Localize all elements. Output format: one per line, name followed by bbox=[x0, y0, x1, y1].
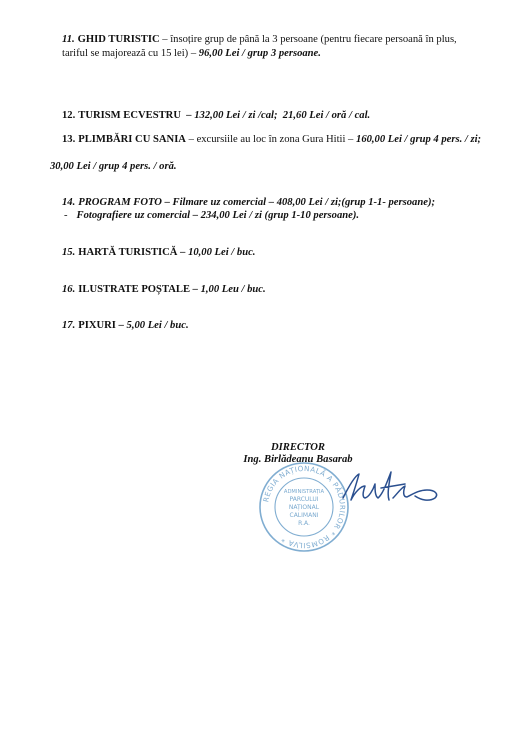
item-price: – 10,00 Lei / buc. bbox=[177, 247, 256, 258]
item-13 bbox=[62, 133, 482, 147]
item-11 bbox=[62, 33, 482, 61]
director-name: Ing. Birlădeanu Basarab bbox=[243, 454, 353, 465]
handwritten-signature bbox=[335, 464, 445, 512]
item-title: PLIMBĂRI CU SANIA bbox=[78, 134, 186, 145]
item-title: PROGRAM FOTO bbox=[78, 197, 162, 208]
item-title: PIXURI bbox=[78, 320, 116, 331]
item-price: 160,00 Lei / grup 4 pers. / zi; bbox=[356, 134, 482, 145]
stamp-center-line: ADMINISTRAȚIA bbox=[283, 489, 325, 495]
item-number: 14. bbox=[62, 197, 76, 208]
item-title: TURISM ECVESTRU bbox=[78, 110, 181, 121]
item-title: GHID TURISTIC bbox=[77, 34, 160, 45]
list-dash: - bbox=[64, 210, 68, 221]
item-price: 96,00 Lei / grup 3 persoane. bbox=[198, 48, 321, 59]
item-subitem-filmare: – Filmare uz comercial – 408,00 Lei / zi;(grup 1-1- persoane); bbox=[161, 197, 436, 208]
item-number: 11. bbox=[62, 34, 75, 45]
item-number: 13. bbox=[62, 134, 76, 145]
item-title: HARTĂ TURISTICĂ bbox=[78, 247, 178, 258]
stamp-center-line: R.A. bbox=[298, 520, 310, 527]
item-13-continuation bbox=[50, 160, 470, 174]
item-16 bbox=[62, 283, 482, 297]
item-14 bbox=[62, 196, 482, 210]
item-price: – 1,00 Leu / buc. bbox=[190, 284, 266, 295]
item-price: – 132,00 Lei / zi /cal; 21,60 Lei / oră / cal. bbox=[180, 110, 371, 121]
stamp-ring-text: REGIA NAȚIONALĂ A PĂDURILOR * ROMSILVA * bbox=[261, 463, 348, 551]
item-price-hourly: 30,00 Lei / grup 4 pers. / oră. bbox=[50, 161, 177, 172]
item-description: – excursiile au loc în zona Gura Hitii – bbox=[185, 134, 357, 145]
item-price: – 5,00 Lei / buc. bbox=[115, 320, 189, 331]
item-17 bbox=[62, 319, 482, 333]
item-title: ILUSTRATE POȘTALE bbox=[78, 284, 191, 295]
stamp-center-line: PARCULUI bbox=[289, 496, 319, 503]
stamp-center-line: NAȚIONAL bbox=[288, 504, 320, 511]
director-title: DIRECTOR bbox=[271, 442, 325, 453]
item-number: 17. bbox=[62, 320, 76, 331]
item-15 bbox=[62, 246, 482, 260]
stamp-center-line: CĂLIMANI bbox=[289, 512, 319, 519]
item-14-subline bbox=[64, 209, 359, 223]
item-number: 12. bbox=[62, 110, 76, 121]
item-number: 16. bbox=[62, 284, 76, 295]
item-description: – însoțire grup de până la 3 persoane (pentru fiecare persoană în plus, tariful se majorează cu 15 lei) – bbox=[62, 34, 457, 59]
item-12 bbox=[62, 109, 482, 123]
item-number: 15. bbox=[62, 247, 76, 258]
item-subitem-fotografiere: Fotografiere uz comercial – 234,00 Lei / zi (grup 1-10 persoane). bbox=[76, 210, 360, 221]
